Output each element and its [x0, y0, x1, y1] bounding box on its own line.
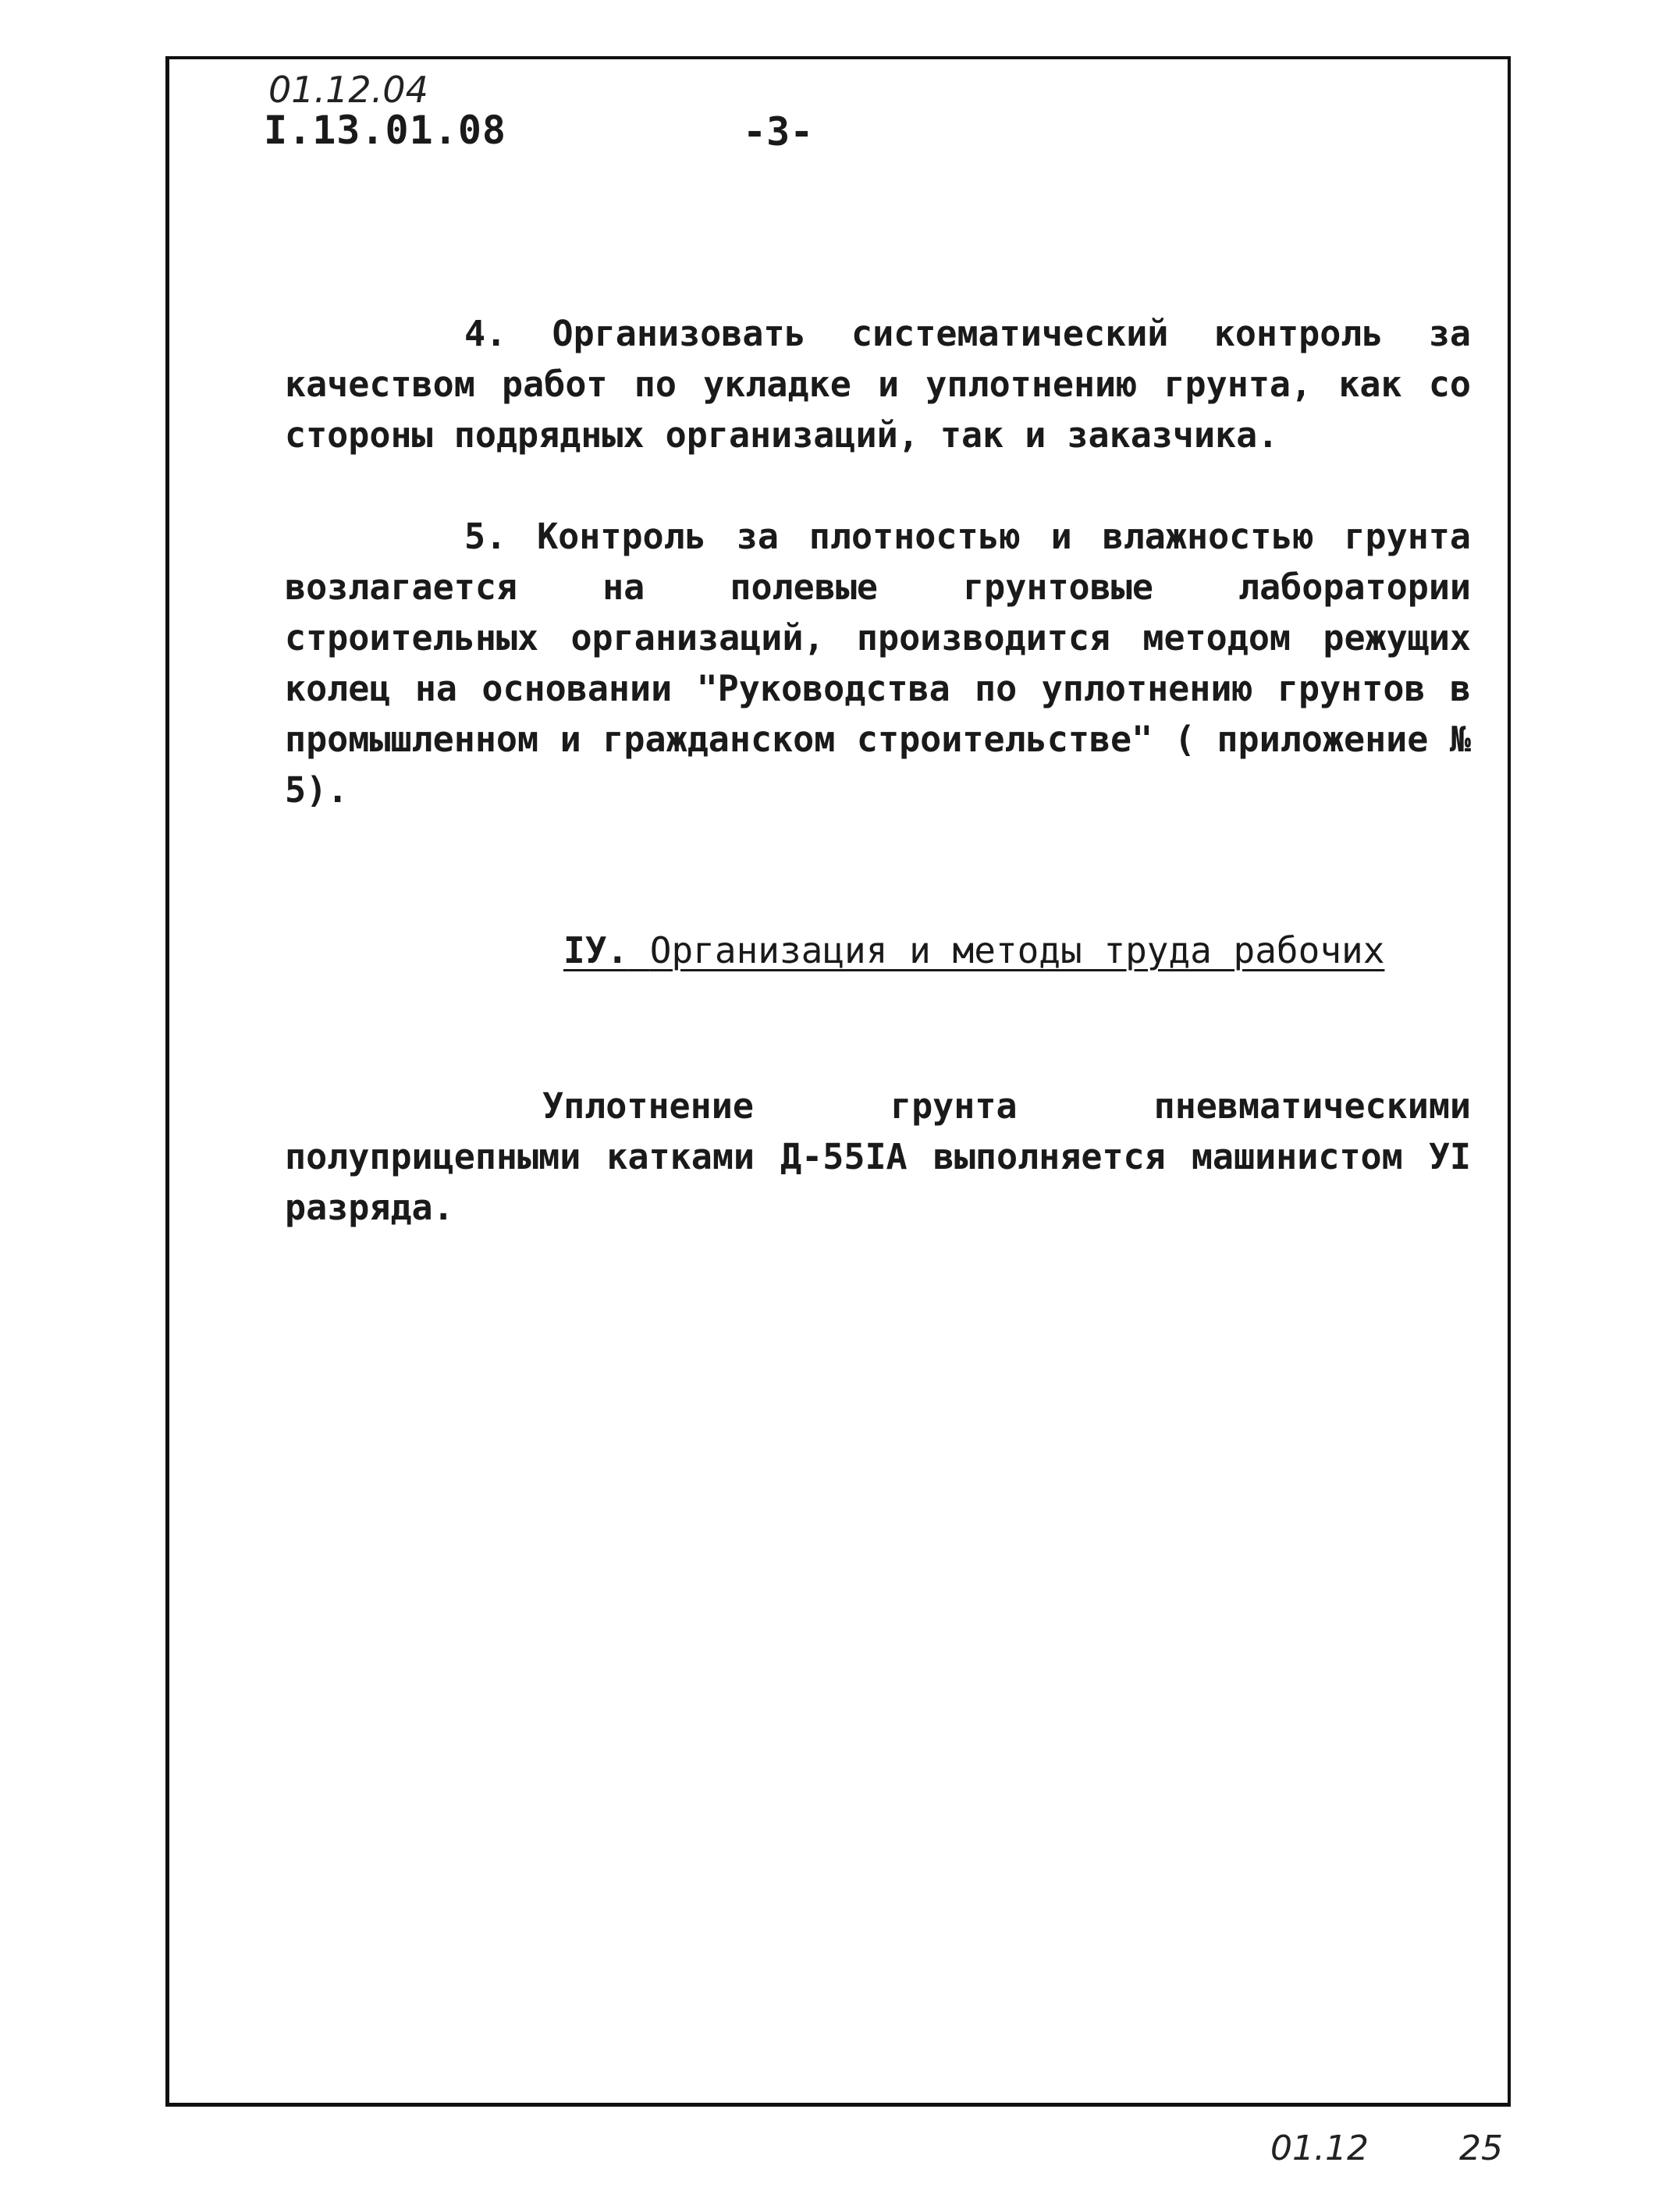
section-heading	[563, 927, 1384, 974]
handwritten-date: 01.12.04	[268, 69, 428, 111]
section-heading-title: Организация и методы труда рабочих	[649, 929, 1385, 971]
paragraph-4: 4. Организовать систематический контроль за качеством работ по укладке и уплотнению грунта, как со стороны подрядных организаций, так и заказчика.	[285, 313, 1471, 456]
footer-handwritten-date: 01.12	[1270, 2129, 1369, 2168]
document-code: I.13.01.08	[264, 108, 507, 153]
section-heading-number: IУ.	[563, 929, 629, 971]
paragraph-5: 5. Контроль за плотностью и влажностью грунта возлагается на полевые грунтовые лаборатории строительных организаций, производится методом режущих колец на основании "Руководства по уплотнению грунтов в промышленном и гражданском строительстве" ( приложение № 5).	[285, 516, 1471, 811]
footer-handwritten-number: 25	[1459, 2129, 1503, 2168]
section-paragraph: Уплотнение грунта пневматическими полуприцепными катками Д-55IA выполняется машинистом УI разряда.	[285, 1085, 1471, 1228]
page-number: -3-	[743, 109, 814, 154]
